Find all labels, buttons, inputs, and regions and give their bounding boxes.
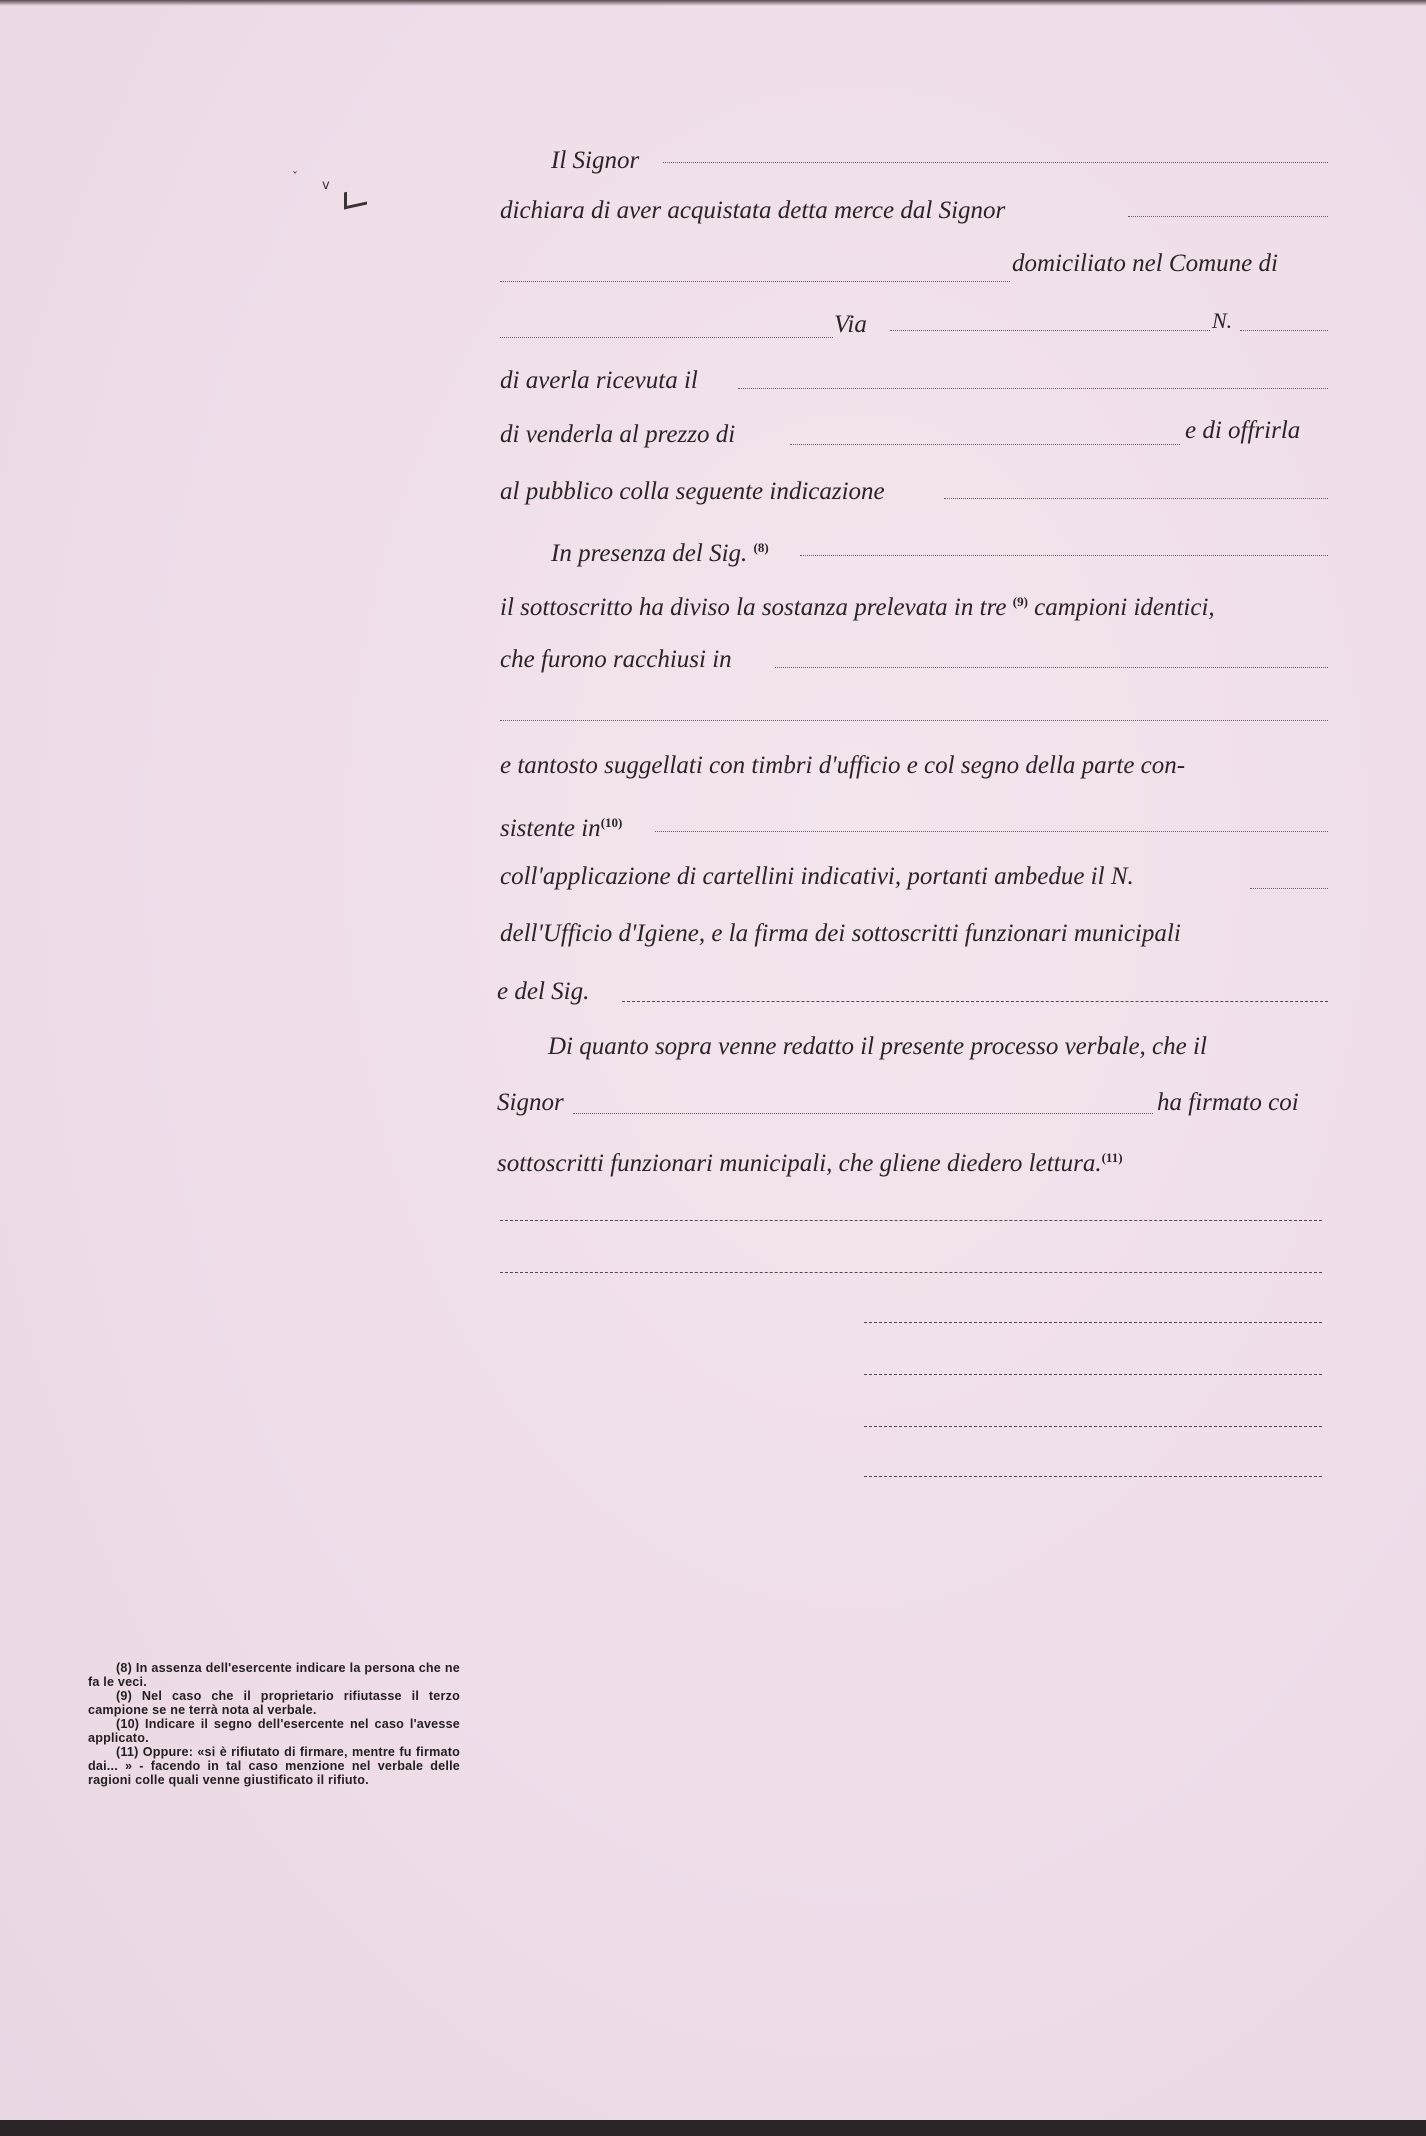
- signature-line-3[interactable]: [864, 1322, 1322, 1323]
- text-ha-firmato: ha firmato coi: [1157, 1089, 1299, 1116]
- text-divisione-campioni: il sottoscritto ha diviso la sostanza prelevata in tre $^{(9)}$ campioni identici,: [500, 594, 1215, 621]
- margin-mark: v: [322, 178, 330, 193]
- text-processo-verbale: Di quanto sopra venne redatto il presente processo verbale, che il: [548, 1033, 1207, 1060]
- footnote-ref-9: (9): [1012, 594, 1028, 609]
- page-top-edge: [0, 0, 1426, 6]
- field-label-domiciliato: domiciliato nel Comune di: [1012, 250, 1278, 277]
- blank-line-prezzo[interactable]: [790, 444, 1180, 445]
- field-label-del-sig: e del Sig.: [497, 978, 590, 1005]
- field-label-indicazione: al pubblico colla seguente indicazione: [500, 478, 885, 505]
- blank-line-indicazione[interactable]: [944, 498, 1328, 499]
- blank-line-numero-cartellini[interactable]: [1250, 888, 1328, 889]
- field-label-via: Via: [834, 311, 867, 338]
- field-label-prezzo: di venderla al prezzo di: [500, 421, 736, 448]
- footnote-8: (8) In assenza dell'esercente indicare la persona che ne fa le veci.: [88, 1661, 460, 1689]
- footnote-11: (11) Oppure: «si è rifiutato di firmare, mentre fu firmato dai... » - facendo in tal caso menzione nel verbale delle ragioni colle quali venne giustificato il rifiuto.: [88, 1745, 460, 1787]
- page-bottom-edge: [0, 2120, 1426, 2136]
- blank-line-comune[interactable]: [500, 337, 833, 338]
- footnote-ref-11: (11): [1101, 1150, 1123, 1165]
- blank-line-data-ricevuta[interactable]: [738, 388, 1328, 389]
- text-ufficio-igiene: dell'Ufficio d'Igiene, e la firma dei sottoscritti funzionari municipali: [500, 920, 1181, 947]
- field-label-presenza: In presenza del Sig. $^{(8)}$: [551, 540, 769, 567]
- field-label-racchiusi: che furono racchiusi in: [500, 646, 732, 673]
- blank-line-presenza[interactable]: [800, 555, 1328, 556]
- signature-line-5[interactable]: [864, 1426, 1322, 1427]
- footnote-10: (10) Indicare il segno dell'esercente nel caso l'avesse applicato.: [88, 1717, 460, 1745]
- field-label-ricevuta: di averla ricevuta il: [500, 367, 698, 394]
- footnotes: [88, 1661, 460, 1787]
- blank-line-del-sig[interactable]: [622, 1001, 1328, 1002]
- text-lettura: sottoscritti funzionari municipali, che gliene diedero lettura.$^{(11)}$: [497, 1150, 1123, 1177]
- field-label-signor-firma: Signor: [497, 1089, 564, 1116]
- field-label-signor: Il Signor: [551, 147, 640, 174]
- blank-line-numero[interactable]: [1240, 330, 1328, 331]
- blank-line-racchiusi[interactable]: [775, 667, 1328, 668]
- field-label-consistente: sistente $in^{(10)}$: [500, 815, 623, 842]
- footnote-ref-10: (10): [600, 815, 623, 830]
- signature-line-4[interactable]: [864, 1374, 1322, 1375]
- field-label-offrirla: e di offrirla: [1185, 417, 1301, 444]
- field-label-acquistata: dichiara di aver acquistata detta merce dal Signor: [500, 197, 1006, 224]
- text-suggellati: e tantosto suggellati con timbri d'ufficio e col segno della parte con-: [500, 752, 1186, 779]
- signature-line-1[interactable]: [500, 1220, 1322, 1221]
- field-label-cartellini: coll'applicazione di cartellini indicativi, portanti ambedue il N.: [500, 863, 1134, 890]
- signature-line-6[interactable]: [864, 1476, 1322, 1477]
- blank-line-venditore-cont[interactable]: [500, 281, 1010, 282]
- blank-line-via[interactable]: [890, 330, 1210, 331]
- footnote-9: (9) Nel caso che il proprietario rifiutasse il terzo campione se ne terrà nota al verbale.: [88, 1689, 460, 1717]
- signature-line-2[interactable]: [500, 1272, 1322, 1273]
- blank-line-signor[interactable]: [663, 162, 1328, 163]
- footnote-ref-8: (8): [753, 540, 769, 555]
- blank-line-racchiusi-cont[interactable]: [500, 720, 1328, 721]
- margin-stamp-mark: [344, 188, 367, 210]
- margin-mark: ˇ: [292, 170, 298, 184]
- blank-line-segno[interactable]: [655, 831, 1328, 832]
- blank-line-venditore[interactable]: [1128, 216, 1328, 217]
- field-label-numero: N.: [1212, 308, 1233, 333]
- blank-line-signor-firma[interactable]: [573, 1113, 1153, 1114]
